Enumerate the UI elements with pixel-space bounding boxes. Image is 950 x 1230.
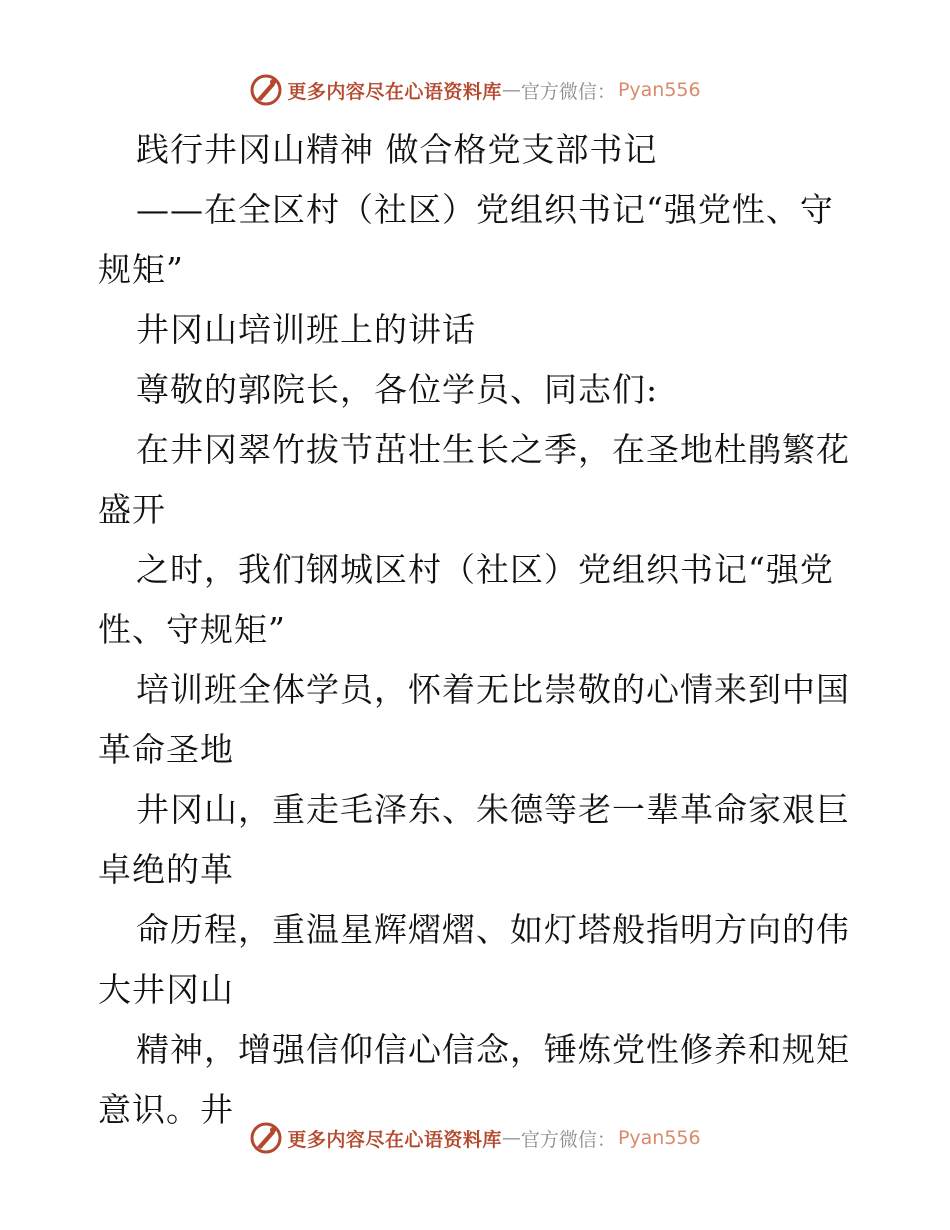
watermark-account: Pyan556 xyxy=(617,79,701,101)
doc-line: 意识。井 xyxy=(98,1090,234,1129)
quill-seal-icon xyxy=(249,73,283,107)
doc-line: 在井冈翠竹拔节茁壮生长之季，在圣地杜鹃繁花 xyxy=(136,430,850,469)
watermark-label: 官方微信： xyxy=(520,80,616,103)
doc-line: 之时，我们钢城区村（社区）党组织书记“强党 xyxy=(136,550,834,589)
doc-line: 尊敬的郭院长，各位学员、同志们: xyxy=(136,370,659,409)
doc-line: 大井冈山 xyxy=(98,970,234,1009)
doc-line: 性、守规矩” xyxy=(98,610,286,649)
doc-line: 革命圣地 xyxy=(98,730,234,769)
doc-line: 盛开 xyxy=(98,490,166,529)
watermark-dash: — xyxy=(501,79,521,101)
doc-line: 规矩” xyxy=(98,250,184,289)
doc-line: ——在全区村（社区）党组织书记“强党性、守 xyxy=(136,190,834,229)
watermark-account: Pyan556 xyxy=(617,1127,701,1149)
doc-line: 培训班全体学员，怀着无比崇敬的心情来到中国 xyxy=(136,670,850,709)
watermark-footer xyxy=(0,1118,950,1158)
doc-line: 井冈山培训班上的讲话 xyxy=(136,310,476,349)
quill-seal-icon xyxy=(249,1121,283,1155)
doc-line: 命历程，重温星辉熠熠、如灯塔般指明方向的伟 xyxy=(136,910,850,949)
watermark-header xyxy=(0,70,950,110)
watermark-dash: — xyxy=(501,1127,521,1149)
watermark-brand: 更多内容尽在心语资料库 xyxy=(287,80,502,103)
doc-line: 精神，增强信仰信心信念，锤炼党性修养和规矩 xyxy=(136,1030,850,1069)
doc-line: 井冈山，重走毛泽东、朱德等老一辈革命家艰巨 xyxy=(136,790,850,829)
document-body xyxy=(98,120,858,1140)
doc-line: 卓绝的革 xyxy=(98,850,234,889)
doc-line: 践行井冈山精神 做合格党支部书记 xyxy=(136,130,658,169)
watermark-label: 官方微信： xyxy=(520,1128,616,1151)
watermark-brand: 更多内容尽在心语资料库 xyxy=(287,1128,502,1151)
